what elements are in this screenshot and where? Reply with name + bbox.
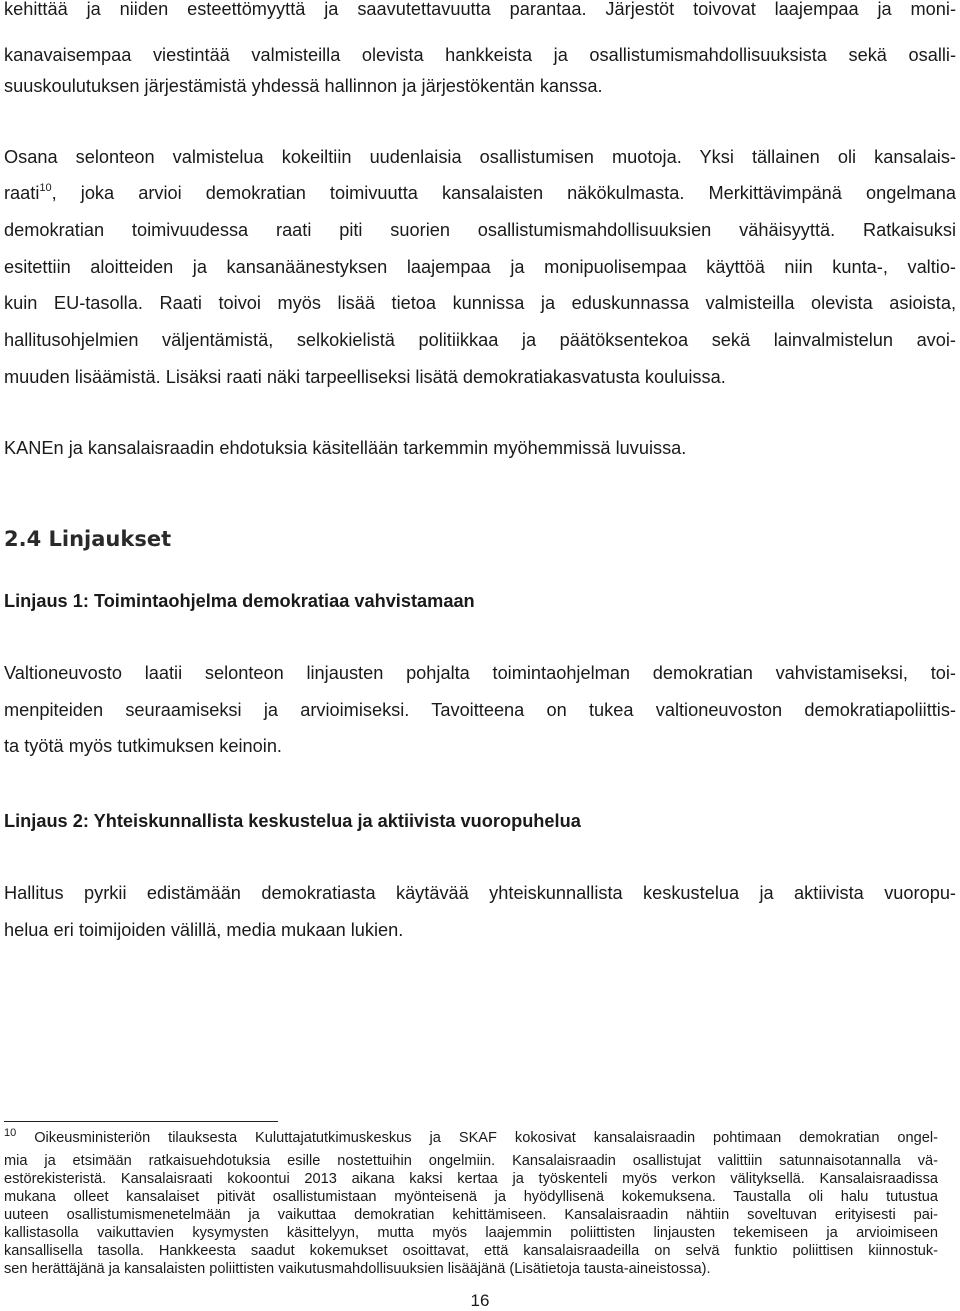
paragraph-line: Osana selonteon valmistelua kokeiltiin uudenlaisia osallistumisen muotoja. Yksi tällainen oli kansalais- — [4, 147, 956, 167]
paragraph-line: demokratian toimivuudessa raati piti suorien osallistumismahdollisuuksien vähäisyyttä. Ratkaisuksi — [4, 220, 956, 240]
paragraph-line: kanavaisempaa viestintää valmisteilla olevista hankkeista ja osallistumismahdollisuuksista sekä osalli- — [4, 45, 956, 65]
paragraph-line — [4, 182, 956, 207]
footnote-line: kallistasolla vaikuttavien kysymysten käsittelyyn, mutta myös laajemmin poliittisten linjausten tekemiseen ja arvioimiseen — [4, 1225, 938, 1241]
paragraph-line: kehittää ja niiden esteettömyyttä ja saavutettavuutta parantaa. Järjestöt toivovat laajempaa ja moni- — [4, 0, 956, 19]
paragraph-line: hallitusohjelmien väljentämistä, selkokielistä politiikkaa ja päätöksentekoa sekä lainvalmistelun avoi- — [4, 330, 956, 350]
paragraph-line: kuin EU-tasolla. Raati toivoi myös lisää tietoa kunnissa ja eduskunnassa valmisteilla olevista asioista, — [4, 293, 956, 313]
subheading: Linjaus 1: Toimintaohjelma demokratiaa vahvistamaan — [4, 591, 475, 611]
paragraph-line: ta työtä myös tutkimuksen keinoin. — [4, 736, 282, 756]
subheading: Linjaus 2: Yhteiskunnallista keskustelua ja aktiivista vuoropuhelua — [4, 811, 581, 831]
text-run: Oikeusministeriön tilauksesta Kuluttajatutkimuskeskus ja SKAF kokosivat kansalaisraadin pohtimaan demokratian ongel- — [16, 1130, 938, 1146]
paragraph-line: Hallitus pyrkii edistämään demokratiasta käytävää yhteiskunnallista keskustelua ja aktiivista vuoropu- — [4, 883, 956, 903]
text-run: , joka arvioi demokratian toimivuutta kansalaisten näkökulmasta. Merkittävimpänä ongelmana — [51, 183, 956, 203]
paragraph-line: helua eri toimijoiden välillä, media mukaan lukien. — [4, 920, 404, 940]
paragraph-line: menpiteiden seuraamiseksi ja arvioimiseksi. Tavoitteena on tukea valtioneuvoston demokratiapoliittis- — [4, 700, 956, 720]
paragraph-line: suuskoulutuksen järjestämistä yhdessä hallinnon ja järjestökentän kanssa. — [4, 76, 603, 96]
footnote-line: uuteen osallistumismenetelmään ja vaikuttaa demokratian kehittämiseen. Kansalaisraadin nähtiin soveltuvan erityisesti pai- — [4, 1207, 938, 1223]
footnote-line: kansallisella tasolla. Hankkeesta saadut kokemukset osoittavat, että kansalaisraadeilla on selvä funktio poliittisen kiinnostuk- — [4, 1243, 938, 1259]
page-number: 16 — [470, 1291, 490, 1310]
footnote-number: 10 — [4, 1127, 17, 1139]
paragraph-line: KANEn ja kansalaisraadin ehdotuksia käsitellään tarkemmin myöhemmissä luvuissa. — [4, 438, 687, 458]
paragraph-line: muuden lisäämistä. Lisäksi raati näki tarpeelliseksi lisätä demokratiakasvatusta kouluissa. — [4, 367, 726, 387]
footnote-line: estörekisteristä. Kansalaisraati kokoontui 2013 aikana kaksi kertaa ja työskenteli myös verkon välityksellä. Kansalaisraadissa — [4, 1171, 938, 1187]
footnote-reference[interactable]: 10 — [39, 182, 52, 194]
footnote-line: sen herättäjänä ja kansalaisten poliittisten vaikutusmahdollisuuksien lisääjänä (Lisätietoja tausta-aineistossa). — [4, 1261, 711, 1277]
footnote-line — [4, 1129, 938, 1148]
paragraph-line: Valtioneuvosto laatii selonteon linjausten pohjalta toimintaohjelman demokratian vahvistamiseksi, toi- — [4, 663, 956, 683]
text-run: raati — [4, 183, 40, 203]
footnote-separator — [4, 1121, 278, 1122]
section-heading: 2.4 Linjaukset — [4, 527, 172, 551]
paragraph-line: esitettiin aloitteiden ja kansanäänestyksen laajempaa ja monipuolisempaa käyttöä niin kunta-, valtio- — [4, 257, 956, 277]
footnote-line: mia ja etsimään ratkaisuehdotuksia esille nostettuihin ongelmiin. Kansalaisraadin osallistujat valittiin satunnaisotannalla vä- — [4, 1153, 938, 1169]
footnote-line: mukana olleet kansalaiset pitivät osallistumistaan myönteisenä ja hyödyllisenä kokemuksena. Taustalla oli halu tutustua — [4, 1189, 938, 1205]
